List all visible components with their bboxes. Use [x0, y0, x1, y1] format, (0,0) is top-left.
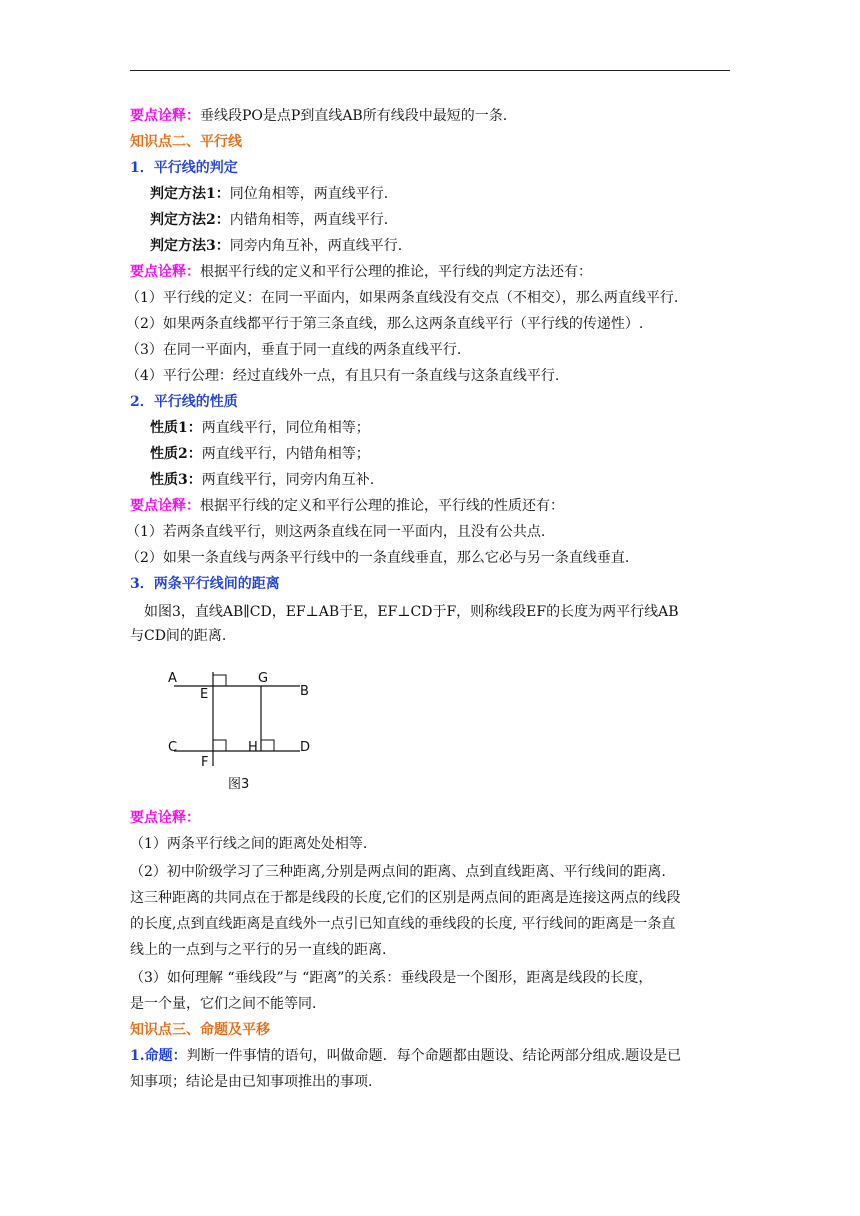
property-text: 两直线平行，同旁内角互补. [201, 472, 375, 488]
figure-3 [160, 662, 330, 798]
sub3-title: 3．两条平行线间的距离 [130, 576, 280, 592]
method-text: 同旁内角互补，两直线平行. [229, 238, 403, 254]
section3-title: 知识点三、命题及平移 [130, 1022, 270, 1038]
note-label: 要点诠释： [130, 108, 200, 124]
paragraph-line: 如图3，直线AB∥CD，EF⊥AB于E，EF⊥CD于F，则称线段EF的长度为两平行线AB [144, 604, 679, 620]
list-item: （3）在同一平面内，垂直于同一直线的两条直线平行. [126, 342, 462, 358]
method-1 [150, 184, 755, 204]
label-h: H [248, 740, 258, 755]
proposition-line [130, 1046, 735, 1066]
method-2 [150, 210, 755, 230]
proposition-label: 1.命题： [130, 1048, 187, 1064]
paragraph-line: 与CD间的距离. [130, 628, 227, 644]
note-line: 是一个量，它们之间不能等同. [130, 996, 317, 1012]
method-label: 判定方法1： [150, 186, 230, 202]
method-text: 内错角相等，两直线平行. [229, 212, 389, 228]
property-text: 两直线平行，同位角相等； [201, 420, 370, 436]
label-f: F [201, 755, 209, 770]
note-text: 垂线段PO是点P到直线AB所有线段中最短的一条. [200, 108, 508, 124]
figure-caption: 图3 [228, 777, 250, 792]
header-rule [130, 70, 730, 71]
list-item: （2）如果一条直线与两条平行线中的一条直线垂直，那么它必与另一条直线垂直. [126, 550, 630, 566]
note-label: 要点诠释： [130, 264, 200, 280]
label-d: D [300, 740, 311, 755]
property-3 [150, 470, 755, 490]
property-1 [150, 418, 755, 438]
property-label: 性质1： [150, 420, 202, 436]
note-line: （3）如何理解 “垂线段”与 “距离”的关系：垂线段是一个图形，距离是线段的长度， [130, 970, 653, 986]
label-b: B [300, 684, 309, 699]
label-g: G [258, 671, 269, 686]
right-angle-e [213, 675, 226, 686]
property-text: 两直线平行，内错角相等； [201, 446, 370, 462]
label-a: A [168, 671, 177, 686]
sub2-note [130, 496, 735, 516]
note-line: （1）两条平行线之间的距离处处相等. [130, 836, 368, 852]
note-label: 要点诠释： [130, 498, 200, 514]
note-text: 根据平行线的定义和平行公理的推论，平行线的性质还有： [200, 498, 564, 514]
property-2 [150, 444, 755, 464]
note-text: 根据平行线的定义和平行公理的推论，平行线的判定方法还有： [200, 264, 592, 280]
property-label: 性质2： [150, 446, 202, 462]
label-e: E [200, 687, 209, 702]
sub3-note-label: 要点诠释： [130, 810, 200, 826]
property-label: 性质3： [150, 472, 202, 488]
method-label: 判定方法2： [150, 212, 230, 228]
list-item: （2）如果两条直线都平行于第三条直线，那么这两条直线平行（平行线的传递性）. [126, 316, 644, 332]
proposition-line-2: 知事项；结论是由已知事项推出的事项. [130, 1074, 373, 1090]
label-c: C [168, 740, 178, 755]
method-text: 同位角相等，两直线平行. [229, 186, 389, 202]
list-item: （1）若两条直线平行，则这两条直线在同一平面内，且没有公共点. [126, 524, 546, 540]
note-line: 的长度,点到直线距离是直线外一点引已知直线的垂线段的长度, 平行线间的距离是一条直 [130, 916, 676, 932]
right-angle-h [261, 740, 274, 751]
right-angle-f [213, 740, 226, 751]
method-label: 判定方法3： [150, 238, 230, 254]
sub1-title: 1．平行线的判定 [130, 160, 238, 176]
list-item: （1）平行线的定义：在同一平面内，如果两条直线没有交点（不相交），那么两直线平行. [126, 290, 679, 306]
method-3 [150, 236, 755, 256]
sub2-title: 2．平行线的性质 [130, 394, 238, 410]
note-line: 这三种距离的共同点在于都是线段的长度,它们的区别是两点间的距离是连接这两点的线段 [130, 890, 681, 906]
note-line: 线上的一点到与之平行的另一直线的距离. [130, 942, 387, 958]
list-item: （4）平行公理：经过直线外一点，有且只有一条直线与这条直线平行. [126, 368, 560, 384]
proposition-text: 判断一件事情的语句，叫做命题．每个命题都由题设、结论两部分组成.题设是已 [186, 1048, 682, 1064]
sub1-note [130, 262, 735, 282]
top-note [130, 106, 735, 126]
section2-title: 知识点二、平行线 [130, 134, 242, 150]
note-line: （2）初中阶级学习了三种距离,分别是两点间的距离、点到直线距离、平行线间的距离. [130, 864, 666, 880]
